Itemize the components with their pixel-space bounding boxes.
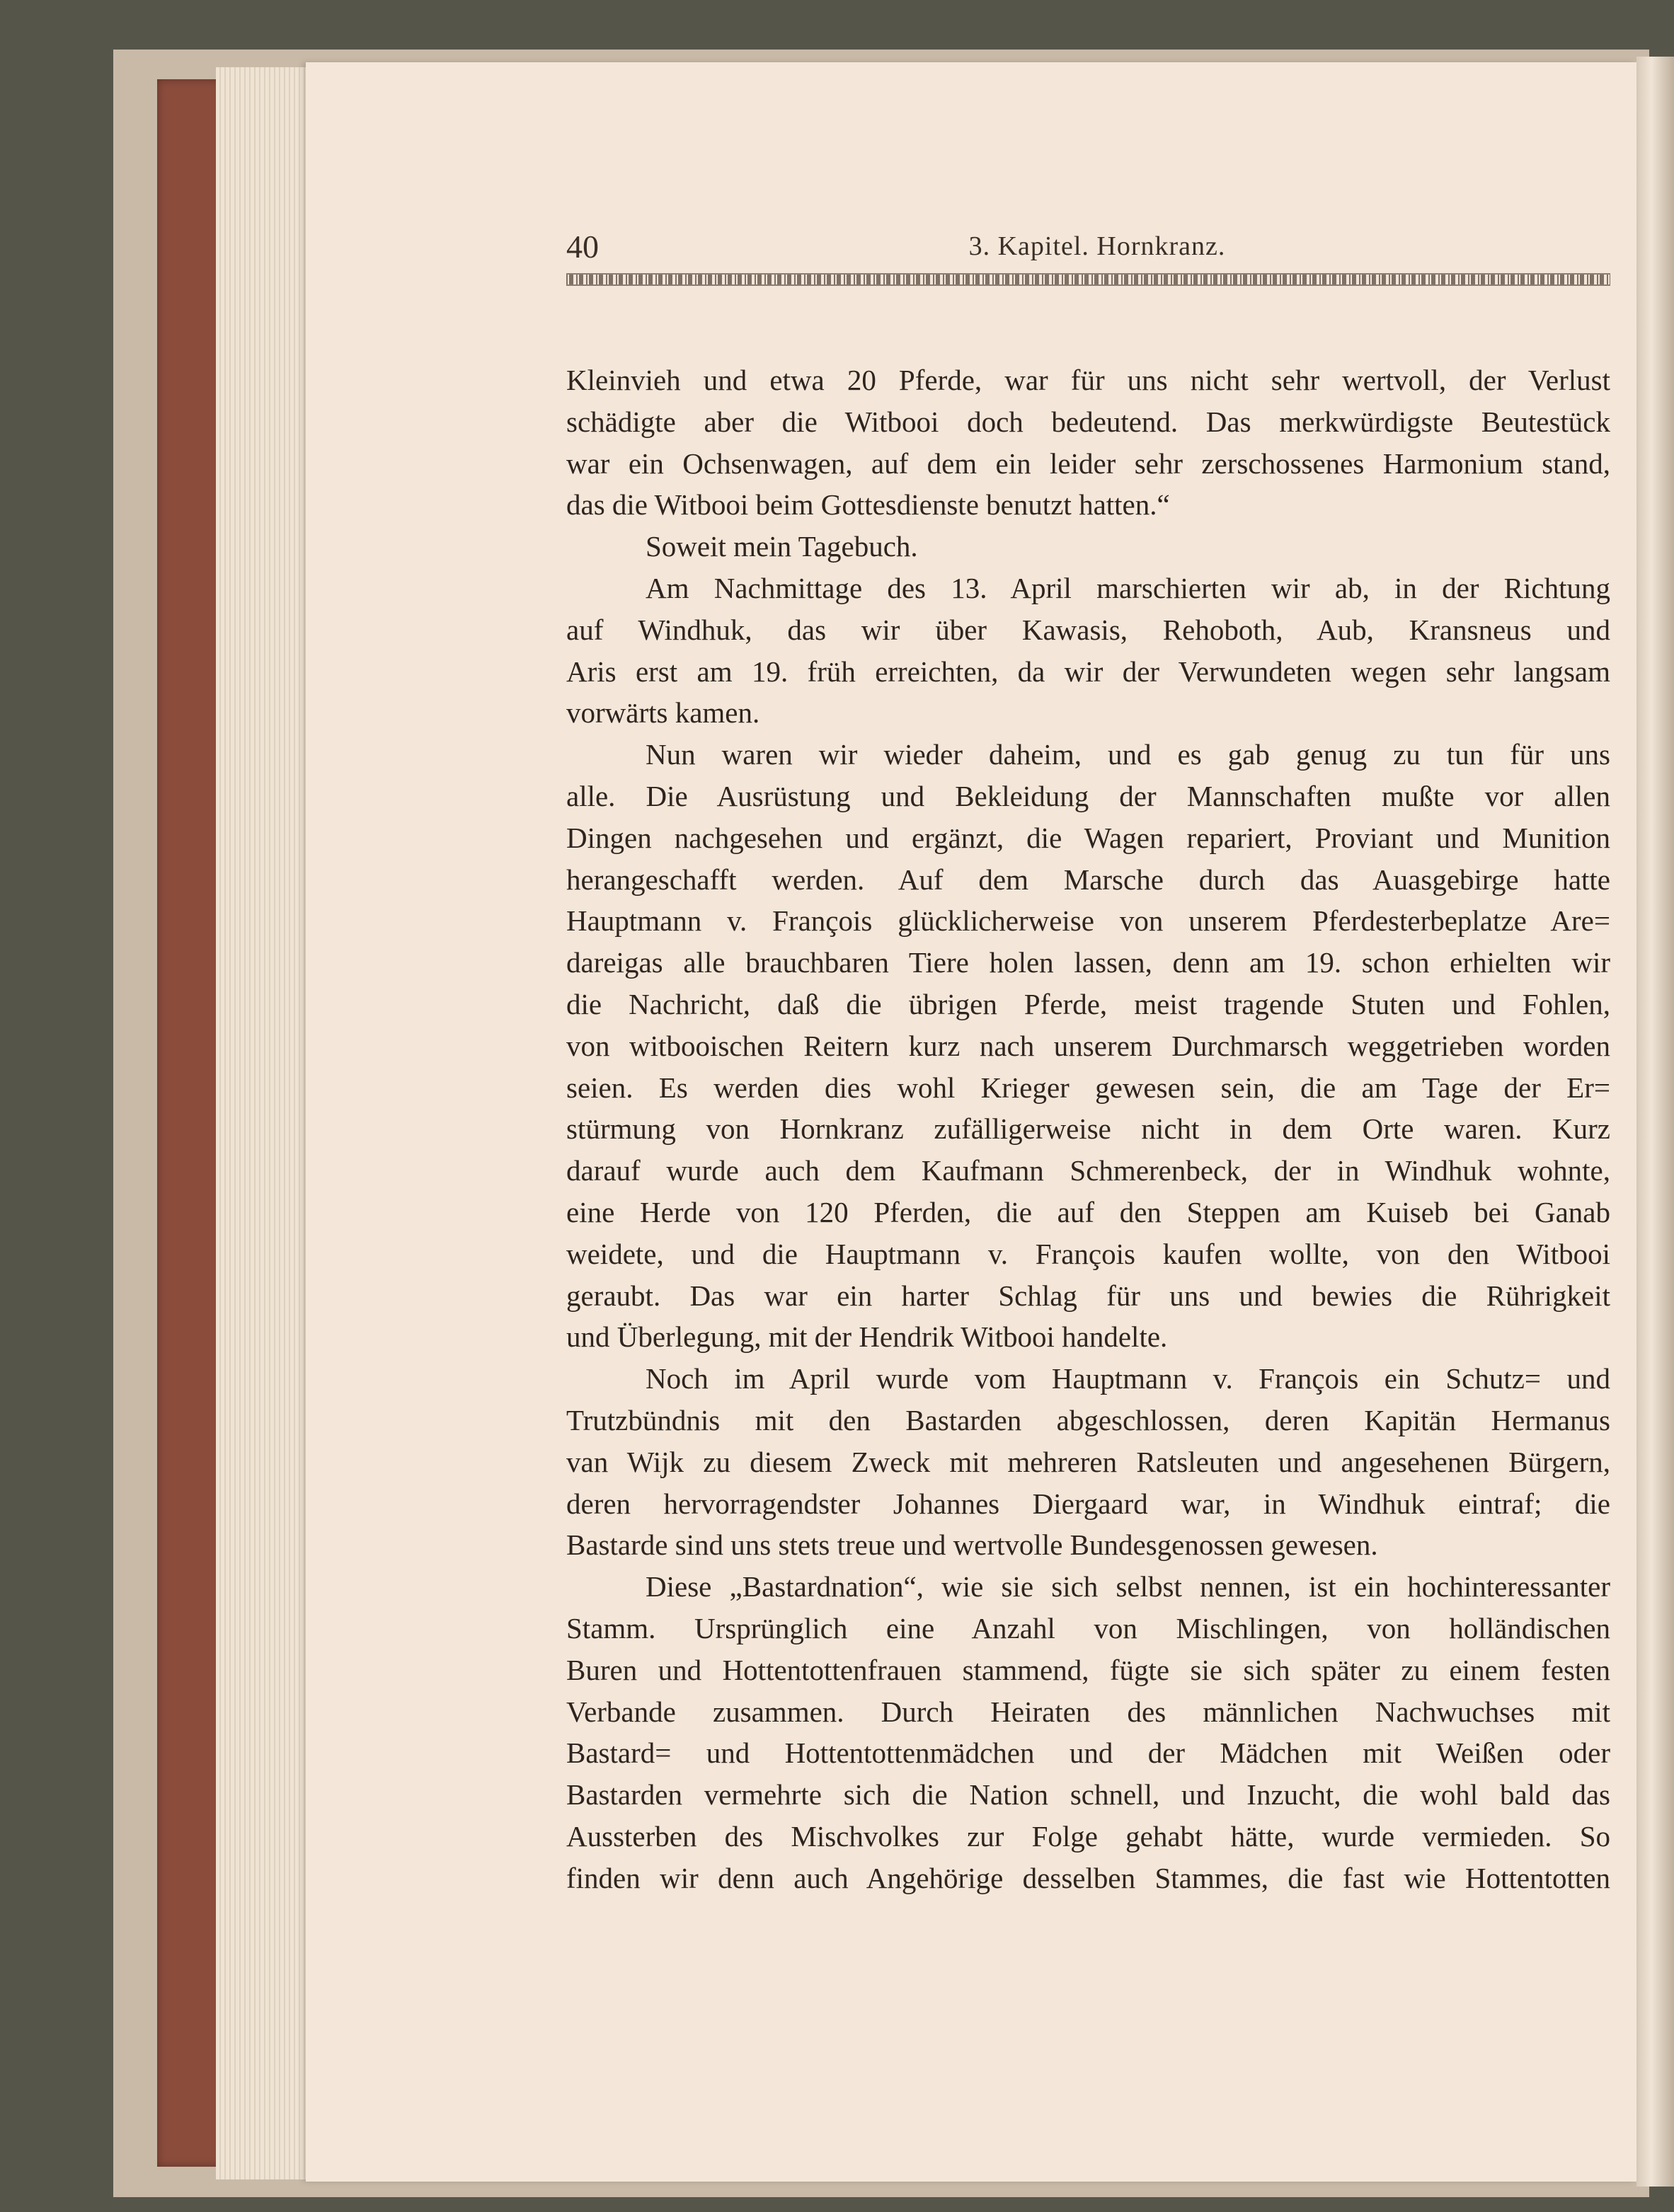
text-line: Soweit mein Tagebuch. xyxy=(646,530,918,563)
text-line: das die Witbooi beim Gottesdienste benutzt hatten.“ xyxy=(566,488,1170,522)
text-line: Bastard= und Hottentottenmädchen und der Mädchen mit Weißen oder xyxy=(566,1736,1610,1770)
text-line: von witbooischen Reitern kurz nach unserem Durchmarsch weggetrieben worden xyxy=(566,1029,1610,1062)
running-title: 3. Kapitel. Hornkranz. xyxy=(968,231,1226,261)
paragraph xyxy=(566,1358,1610,1566)
text-line: schädigte aber die Witbooi doch bedeutend. Das merkwürdigste Beutestück xyxy=(566,405,1610,438)
paragraph xyxy=(566,526,1610,568)
text-line: Noch im April wurde vom Hauptmann v. François ein Schutz= und xyxy=(646,1362,1610,1395)
paragraph xyxy=(566,568,1610,734)
text-line: weidete, und die Hauptmann v. François kaufen wollte, von den Witbooi xyxy=(566,1237,1610,1270)
text-line: finden wir denn auch Angehörige desselben Stammes, die fast wie Hottentotten xyxy=(566,1861,1610,1894)
text-line: Kleinvieh und etwa 20 Pferde, war für uns nicht sehr wertvoll, der Verlust xyxy=(566,364,1610,396)
right-page-edge xyxy=(1636,57,1674,2187)
text-line: Verbande zusammen. Durch Heiraten des männlichen Nachwuchses mit xyxy=(566,1695,1610,1728)
text-line: deren hervorragendster Johannes Diergaard war, in Windhuk eintraf; die xyxy=(566,1487,1610,1520)
text-line: seien. Es werden dies wohl Krieger gewesen sein, die am Tage der Er= xyxy=(566,1071,1610,1104)
text-line: die Nachricht, daß die übrigen Pferde, meist tragende Stuten und Fohlen, xyxy=(566,987,1610,1020)
page-edges xyxy=(216,67,308,2179)
text-line: und Überlegung, mit der Hendrik Witbooi handelte. xyxy=(566,1320,1168,1354)
text-line: geraubt. Das war ein harter Schlag für uns und bewies die Rührigkeit xyxy=(566,1279,1610,1312)
text-line: Bastarde sind uns stets treue und wertvolle Bundesgenossen gewesen. xyxy=(566,1528,1378,1562)
text-line: alle. Die Ausrüstung und Bekleidung der Mannschaften mußte vor allen xyxy=(566,779,1610,812)
text-line: stürmung von Hornkranz zufälligerweise nicht in dem Orte waren. Kurz xyxy=(566,1112,1610,1146)
text-line: Hauptmann v. François glücklicherweise von unserem Pferdesterbeplatze Are= xyxy=(566,904,1610,938)
text-line: Dingen nachgesehen und ergänzt, die Wagen repariert, Proviant und Munition xyxy=(566,821,1610,854)
paragraph xyxy=(566,359,1610,526)
text-line: eine Herde von 120 Pferden, die auf den Steppen am Kuiseb bei Ganab xyxy=(566,1195,1610,1228)
header-ornament-rule xyxy=(566,273,1610,286)
text-line: Diese „Bastardnation“, wie sie sich selbst nennen, ist ein hochinteressanter xyxy=(646,1570,1610,1603)
text-line: Trutzbündnis mit den Bastarden abgeschlossen, deren Kapitän Hermanus xyxy=(566,1403,1610,1436)
paragraph xyxy=(566,734,1610,1358)
text-line: darauf wurde auch dem Kaufmann Schmerenbeck, der in Windhuk wohnte, xyxy=(566,1154,1610,1187)
text-line: auf Windhuk, das wir über Kawasis, Rehoboth, Aub, Kransneus und xyxy=(566,613,1610,646)
text-line: Buren und Hottentottenfrauen stammend, fügte sie sich später zu einem festen xyxy=(566,1653,1610,1686)
text-line: Nun waren wir wieder daheim, und es gab genug zu tun für uns xyxy=(646,738,1610,771)
text-line: Aris erst am 19. früh erreichten, da wir der Verwundeten wegen sehr langsam xyxy=(566,655,1610,688)
text-line: Aussterben des Mischvolkes zur Folge gehabt hätte, wurde vermieden. So xyxy=(566,1819,1610,1853)
text-line: vorwärts kamen. xyxy=(566,696,760,730)
paragraph xyxy=(566,1566,1610,1899)
text-line: herangeschafft werden. Auf dem Marsche durch das Auasgebirge hatte xyxy=(566,863,1610,896)
text-line: Am Nachmittage des 13. April marschierten wir ab, in der Richtung xyxy=(646,571,1610,604)
text-line: van Wijk zu diesem Zweck mit mehreren Ratsleuten und angesehenen Bürgern, xyxy=(566,1445,1610,1478)
text-line: war ein Ochsenwagen, auf dem ein leider sehr zerschossenes Harmonium stand, xyxy=(566,447,1610,480)
text-line: Stamm. Ursprünglich eine Anzahl von Mischlingen, von holländischen xyxy=(566,1611,1610,1644)
text-line: Bastarden vermehrte sich die Nation schnell, und Inzucht, die wohl bald das xyxy=(566,1778,1610,1811)
text-line: dareigas alle brauchbaren Tiere holen lassen, denn am 19. schon erhielten wir xyxy=(566,946,1610,979)
page-number: 40 xyxy=(566,229,599,265)
body-text xyxy=(566,359,1610,1899)
